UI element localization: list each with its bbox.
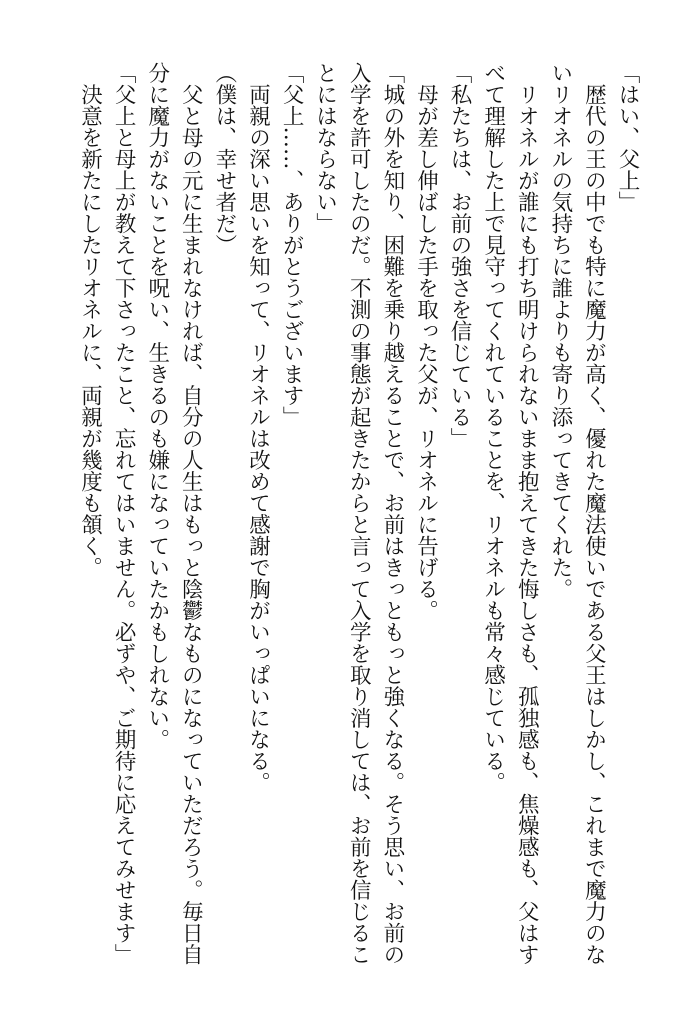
text-line-4: リオネルが誰にも打ち明けられないまま抱えてきた悔しさも、孤独感も、焦燥感も、父はす [514, 62, 540, 965]
text-line-9: 入学を許可したのだ。不測の事態が起きたからと言って入学を取り消しては、お前を信じるこ [346, 62, 372, 965]
text-line-17: 決意を新たにしたリオネルに、両親が幾度も頷く。 [77, 62, 103, 578]
text-line-7: 母が差し伸ばした手を取った父が、リオネルに告げる。 [413, 62, 439, 621]
text-line-3: いリオネルの気持ちに誰よりも寄り添ってきてくれた。 [547, 62, 573, 600]
text-line-16: 「父上と母上が教えて下さったこと、忘れてはいません。必ずや、ご期待に応えてみせます」 [111, 62, 137, 965]
novel-page-text [34, 62, 644, 982]
text-line-1: 「はい、父上」 [615, 62, 640, 213]
text-line-11: 「父上……、ありがとうございます」 [279, 62, 305, 428]
text-line-12: 両親の深い思いを知って、リオネルは改めて感謝で胸がいっぱいになる。 [245, 62, 271, 793]
text-line-8: 「城の外を知り、困難を乗り越えることで、お前はきっともっと強くなる。そう思い、お前の [379, 62, 405, 965]
text-line-13: （僕は、幸せ者だ） [211, 62, 237, 256]
text-line-15: 分に魔力がないことを呪い、生きるのも嫌になっていたかもしれない。 [144, 62, 170, 750]
text-line-10: とにはならない」 [312, 62, 338, 234]
text-line-14: 父と母の元に生まれなければ、自分の人生はもっと陰鬱なものになっていただろう。毎日自 [178, 62, 204, 965]
text-line-5: べて理解した上で見守ってくれていることを、リオネルも常々感じている。 [480, 62, 506, 793]
text-line-2: 歴代の王の中でも特に魔力が高く、優れた魔法使いである父王はしかし、これまで魔力のな [581, 62, 607, 965]
text-line-6: 「私たちは、お前の強さを信じている」 [447, 62, 473, 449]
